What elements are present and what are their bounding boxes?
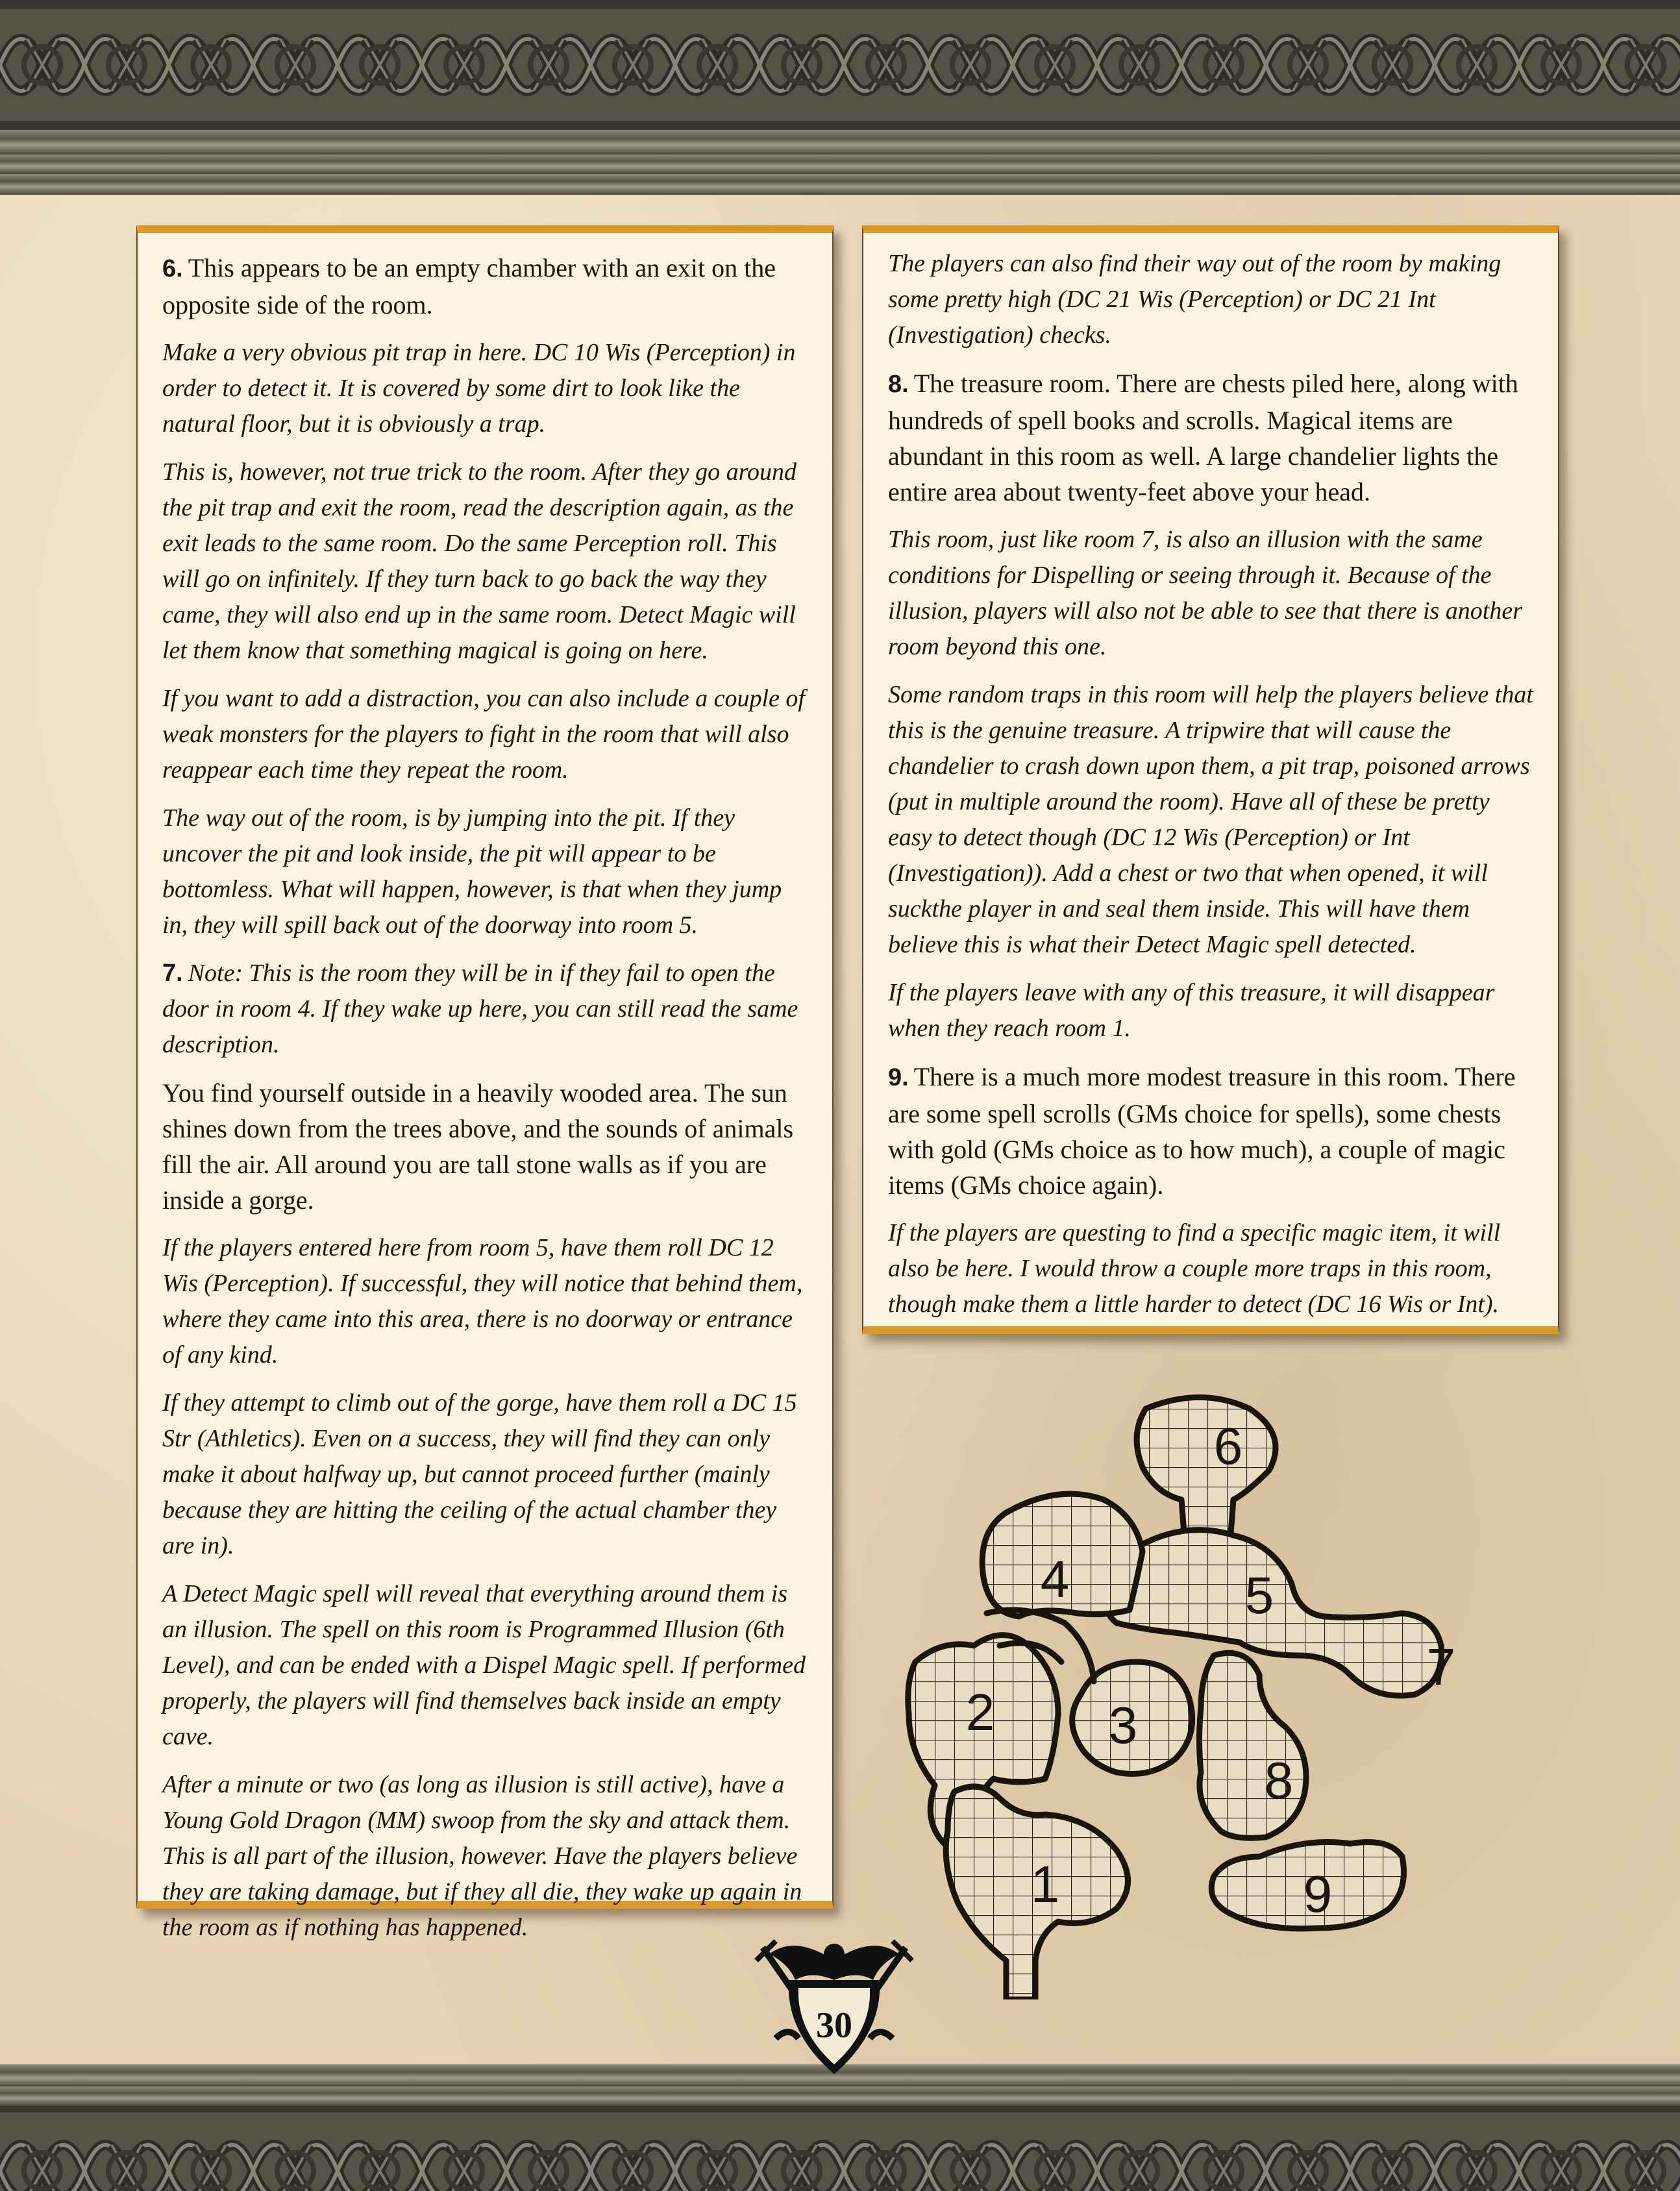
room-number: 6. — [162, 255, 183, 282]
paragraph — [162, 956, 808, 1063]
bottom-knot-band — [0, 2106, 1680, 2191]
bottom-molding-2 — [0, 2086, 1680, 2106]
cave-map-svg — [896, 1389, 1623, 1999]
paragraph-text: The treasure room. There are chests piled here, along with hundreds of spell books and scrolls. Magical items are abundant in this room as well. A large chandelier lights the entire area about twenty-feet above your head. — [888, 369, 1518, 506]
paragraph — [888, 677, 1533, 963]
paragraph-text: If you want to add a distraction, you can also include a couple of weak monsters for the players to fight in the room that will also reappear each time they repeat the room. — [162, 685, 805, 784]
top-molding-3 — [0, 174, 1680, 195]
map-label-6: 6 — [1213, 1417, 1243, 1475]
paragraph-text: Note: This is the room they will be in if they fail to open the door in room 4. If they wake up here, you can still read the same description. — [162, 959, 798, 1058]
paragraph-text: This appears to be an empty chamber with an exit on the opposite side of the room. — [162, 253, 776, 319]
paragraph — [888, 365, 1533, 510]
bottom-stone-border — [0, 2064, 1680, 2191]
paragraph — [162, 681, 808, 788]
page-number: 30 — [816, 2005, 852, 2046]
paragraph — [162, 1075, 808, 1218]
top-stone-border — [0, 0, 1680, 195]
map-label-7: 7 — [1426, 1638, 1456, 1696]
cave-room-8 — [1200, 1653, 1307, 1838]
paragraph-text: If the players are questing to find a specific magic item, it will also be here. I would throw a couple more traps in this room, though make them a little harder to detect (DC 16 Wis or Int). — [888, 1219, 1501, 1318]
paragraph-text: Make a very obvious pit trap in here. DC 10 Wis (Perception) in order to detect it. It is covered by some dirt to look like the natural floor, but it is obviously a trap. — [162, 339, 796, 438]
paragraph-text: This room, just like room 7, is also an illusion with the same conditions for Dispelling or seeing through it. Because of the illusion, players will also not be able to see that there is another room beyond this one. — [888, 526, 1523, 660]
right-text-panel — [862, 225, 1559, 1334]
paragraph — [888, 246, 1533, 353]
left-text-panel — [136, 225, 834, 1941]
cave-room-6 — [1137, 1398, 1276, 1542]
paragraph-text: You find yourself outside in a heavily wooded area. The sun shines down from the trees above, and the sounds of animals fill the air. All around you are tall stone walls as if you are inside a gorge. — [162, 1078, 794, 1215]
paragraph — [162, 1767, 808, 1946]
dungeon-map — [896, 1389, 1623, 1999]
paragraph — [162, 1385, 808, 1564]
map-label-1: 1 — [1030, 1855, 1060, 1913]
paragraph — [888, 522, 1533, 665]
paragraph — [888, 975, 1533, 1046]
map-label-9: 9 — [1303, 1865, 1333, 1923]
paragraph-text: There is a much more modest treasure in this room. There are some spell scrolls (GMs choice for spells), some chests with gold (GMs choice as to how much), a couple of magic items (GMs choice again). — [888, 1062, 1516, 1200]
dragon-shield-icon — [750, 1935, 919, 2081]
paragraph-text: If the players entered here from room 5, have them roll DC 12 Wis (Perception). If successful, they will notice that behind them, where they came into this area, there is no doorway or entrance of any kind. — [162, 1234, 803, 1368]
paragraph — [888, 1215, 1533, 1322]
top-molding-1 — [0, 130, 1680, 155]
left-paragraph-list — [162, 250, 808, 1946]
top-molding-2 — [0, 155, 1680, 174]
right-paragraph-list — [888, 246, 1533, 1322]
paragraph-text: The way out of the room, is by jumping into the pit. If they uncover the pit and look inside, the pit will appear to be bottomless. What will happen, however, is that when they jump in, they will spill back out of the doorway into room 5. — [162, 804, 782, 939]
map-label-2: 2 — [965, 1683, 995, 1741]
paragraph-text: If they attempt to climb out of the gorge, have them roll a DC 15 Str (Athletics). Even on a success, they will find they can only make it about halfway up, but cannot proceed further (mainly because they are hitting the ceiling of the actual chamber they are in). — [162, 1389, 797, 1559]
map-label-5: 5 — [1244, 1566, 1274, 1624]
page-number-emblem — [750, 1935, 919, 2081]
map-label-8: 8 — [1264, 1752, 1294, 1809]
paragraph-text: The players can also find their way out of the room by making some pretty high (DC 21 Wis (Perception) or DC 21 Int (Investigation) checks. — [888, 250, 1501, 349]
room-number: 9. — [888, 1064, 909, 1091]
paragraph-text: A Detect Magic spell will reveal that everything around them is an illusion. The spell on this room is Programmed Illusion (6th Level), and can be ended with a Dispel Magic spell. If performed properly, the players will find themselves back inside an empty cave. — [162, 1580, 806, 1750]
paragraph — [888, 1059, 1533, 1203]
paragraph-text: This is, however, not true trick to the room. After they go around the pit trap and exit the room, read the description again, as the exit leads to the same room. Do the same Perception roll. This will go on infinitely. If they turn back to go back the way they came, they will also end up in the same room. Detect Magic will let them know that something magical is going on here. — [162, 458, 797, 664]
paragraph — [162, 1576, 808, 1755]
paragraph — [162, 1230, 808, 1373]
paragraph — [162, 454, 808, 669]
room-number: 8. — [888, 371, 909, 398]
map-label-4: 4 — [1040, 1550, 1070, 1608]
paragraph — [162, 800, 808, 943]
paragraph — [162, 335, 808, 442]
paragraph-text: Some random traps in this room will help the players believe that this is the genuine treasure. A tripwire that will cause the chandelier to crash down upon them, a pit trap, poisoned arrows (put in multiple around the room). Have all of these be pretty easy to detect though (DC 12 Wis (Perception) or Int (Investigation)). Add a chest or two that when opened, it will suckthe player in and seal them inside. This will have them believe this is what their Detect Magic spell detected. — [888, 681, 1533, 958]
paragraph-text: After a minute or two (as long as illusion is still active), have a Young Gold Dragon (MM) swoop from the sky and attack them. This is all part of the illusion, however. Have the players believe they are taking damage, but if they all die, they wake up again in the room as if nothing has happened. — [162, 1771, 802, 1941]
celtic-knot-band — [0, 0, 1680, 130]
room-number: 7. — [162, 959, 183, 987]
paragraph-text: If the players leave with any of this treasure, it will disappear when they reach room 1. — [888, 979, 1495, 1042]
paragraph — [162, 250, 808, 323]
map-label-3: 3 — [1108, 1696, 1138, 1754]
